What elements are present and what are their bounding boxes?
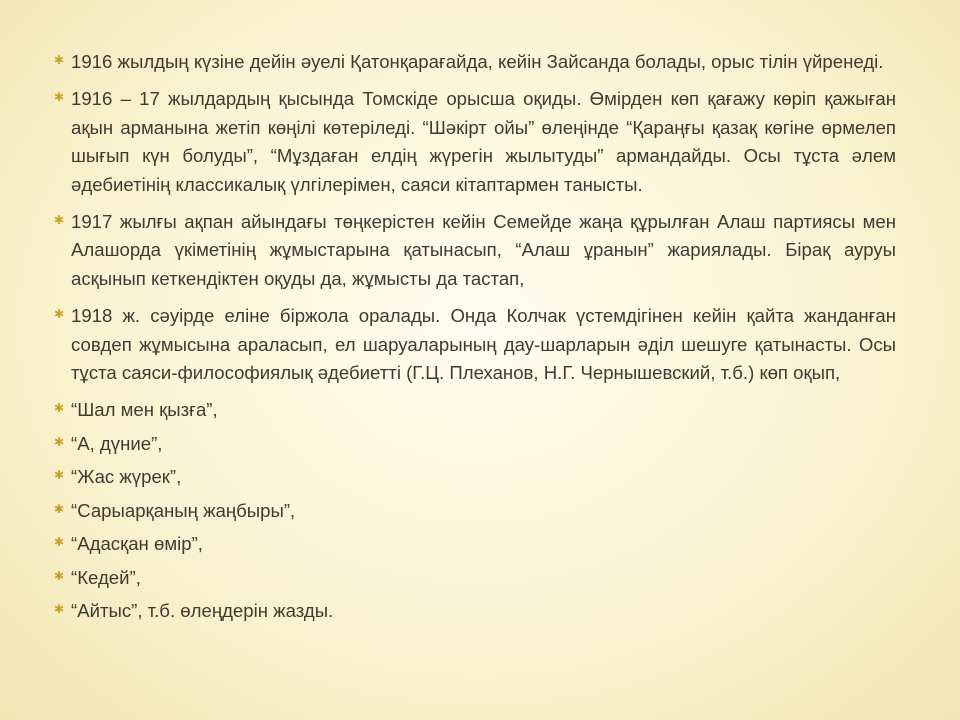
bullet-list: [54, 48, 896, 630]
bullet-text: “Сарыарқаның жаңбыры”,: [71, 499, 296, 521]
bullet-item: [54, 463, 896, 491]
bullet-text: 1917 жылғы ақпан айындағы төңкерістен кейін Семейде жаңа құрылған Алаш партиясы мен Алашорда үкіметінің жұмыстарына қатынасып, “Алаш ұранын” жариялады. Бірақ ауруы асқынып кеткендіктен оқуды да, жұмысты да тастап,: [71, 211, 896, 289]
star-icon: ✱: [54, 501, 65, 516]
star-icon: ✱: [54, 568, 65, 583]
star-icon: ✱: [54, 468, 65, 483]
bullet-item: [54, 530, 896, 558]
star-icon: ✱: [54, 401, 65, 416]
bullet-item: [54, 430, 896, 458]
bullet-text: 1916 – 17 жылдардың қысында Томскіде орысша оқиды. Өмірден көп қағажу көріп қажыған ақын арманына жетіп көңілі көтеріледі. “Шәкірт ойы” өлеңінде “Қараңғы қазақ көгіне өрмелеп шығып күн болуды”, “Мұздаған елдің жүрегін жылытуды” армандайды. Осы тұста әлем әдебиетінің классикалық үлгілерімен, саяси кітаптармен танысты.: [71, 88, 896, 195]
star-icon: ✱: [54, 53, 65, 67]
star-icon: ✱: [54, 434, 65, 449]
bullet-item: [54, 48, 896, 76]
bullet-text: “Кедей”,: [71, 566, 141, 588]
bullet-text: 1916 жылдың күзіне дейін әуелі Қатонқарағайда, кейін Зайсанда болады, орыс тілін үйренеді.: [71, 51, 884, 72]
bullet-item: [54, 597, 896, 625]
star-icon: ✱: [54, 90, 65, 105]
bullet-item: [54, 302, 896, 387]
bullet-text: “А, дүние”,: [71, 432, 163, 454]
bullet-item: [54, 564, 896, 592]
bullet-text: “Адасқан өмір”,: [71, 533, 203, 555]
bullet-item: [54, 85, 896, 199]
bullet-text: “Шал мен қызға”,: [71, 399, 218, 421]
star-icon: ✱: [54, 535, 65, 550]
bullet-item: [54, 396, 896, 424]
bullet-text: “Айтыс”, т.б. өлеңдерін жазды.: [71, 599, 334, 621]
bullet-item: [54, 208, 896, 293]
bullet-item: [54, 497, 896, 525]
star-icon: ✱: [54, 601, 65, 616]
star-icon: ✱: [54, 307, 65, 322]
bullet-text: “Жас жүрек”,: [71, 466, 182, 488]
star-icon: ✱: [54, 213, 65, 228]
bullet-text: 1918 ж. сәуірде еліне біржола оралады. Онда Колчак үстемдігінен кейін қайта жанданған совдеп жұмысына араласып, ел шаруаларының дау-шарларын әділ шешуге қатынасты. Осы тұста саяси-философиялық әдебиетті (Г.Ц. Плеханов, Н.Г. Чернышевский, т.б.) көп оқып,: [71, 305, 896, 384]
